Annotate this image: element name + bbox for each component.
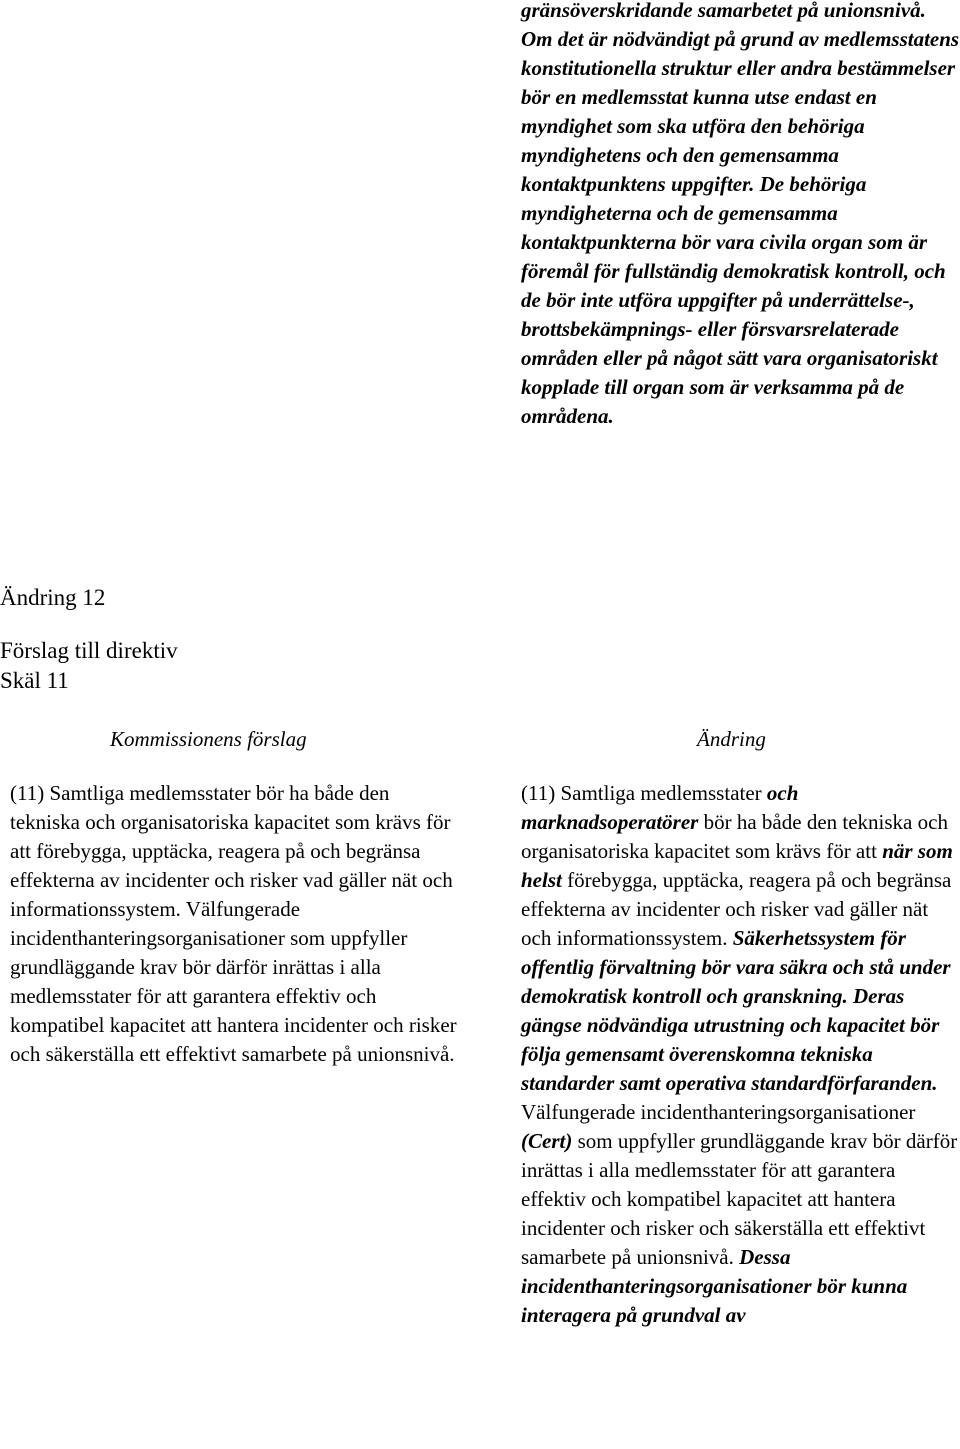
commission-proposal-text	[10, 779, 458, 1069]
right-paragraph	[521, 779, 960, 1330]
right-seg-7: Välfungerade incidenthanteringsorganisationer	[521, 1100, 916, 1124]
left-paragraph: (11) Samtliga medlemsstater bör ha både den tekniska och organisatoriska kapacitet som krävs för att förebygga, upptäcka, reagera på och begränsa effekterna av incidenter och risker vad gäller nät och informationssystem. Välfungerade incidenthanteringsorganisationer som uppfyller grundläggande krav bör därför inrättas i alla medlemsstater för att garantera effektiv och kompatibel kapacitet att hantera incidenter och risker och säkerställa ett effektivt samarbete på unionsnivå.	[10, 781, 457, 1066]
top-bold-italic-segment-2: De behöriga myndigheterna och de gemensamma kontaktpunkterna bör vara civila organ som är föremål för fullständig demokratisk kontroll, och de bör inte utföra uppgifter på underrättelse-, brottsbekämpnings- eller försvarsrelaterade områden eller på något sätt vara organisatoriskt kopplade till organ som är verksamma på de områdena.	[521, 172, 946, 428]
right-seg-1: (11) Samtliga medlemsstater	[521, 781, 767, 805]
right-seg-9: som uppfyller grundläggande krav bör därför inrättas i alla medlemsstater för att garantera effektiv och kompatibel kapacitet att hantera incidenter och risker och säkerställa ett effektivt samarbete på unionsnivå.	[521, 1129, 958, 1269]
right-seg-6-added: Säkerhetssystem för offentlig förvaltning bör vara säkra och stå under demokratisk kontroll och granskning. Deras gängse nödvändiga utrustning och kapacitet bör följa gemensamt överenskomna tekniska standarder samt operativa standardförfaranden.	[521, 926, 951, 1095]
amendment-text	[521, 779, 960, 1330]
right-seg-8-added: (Cert)	[521, 1129, 573, 1153]
right-seg-2-added: och marknadsoperatörer	[521, 781, 799, 834]
top-continuation-paragraph	[521, 0, 960, 431]
amendment-column-heading: Ändring	[697, 727, 766, 751]
top-bold-italic-segment-1: gränsöverskridande samarbetet på unionsnivå. Om det är nödvändigt på grund av medlemsstatens konstitutionella struktur eller andra bestämmelser bör en medlemsstat kunna utse endast en myndighet som ska utföra den behöriga myndighetens och den gemensamma kontaktpunktens uppgifter.	[521, 0, 960, 196]
right-seg-4-added: när som helst	[521, 839, 953, 892]
right-seg-5: förebygga, upptäcka, reagera på och begränsa effekterna av incidenter och risker vad gäller nät och informationssystem.	[521, 868, 952, 950]
right-seg-10-added: Dessa incidenthanteringsorganisationer bör kunna interagera på grundval av	[521, 1245, 908, 1327]
proposal-label: Förslag till direktiv	[0, 638, 178, 663]
recital-label: Skäl 11	[0, 668, 69, 693]
amendment-heading: Ändring 12	[0, 585, 106, 610]
right-seg-3: bör ha både den tekniska och organisatoriska kapacitet som krävs för att	[521, 810, 948, 863]
top-paragraph-text	[521, 0, 960, 431]
commission-proposal-heading: Kommissionens förslag	[110, 727, 307, 751]
